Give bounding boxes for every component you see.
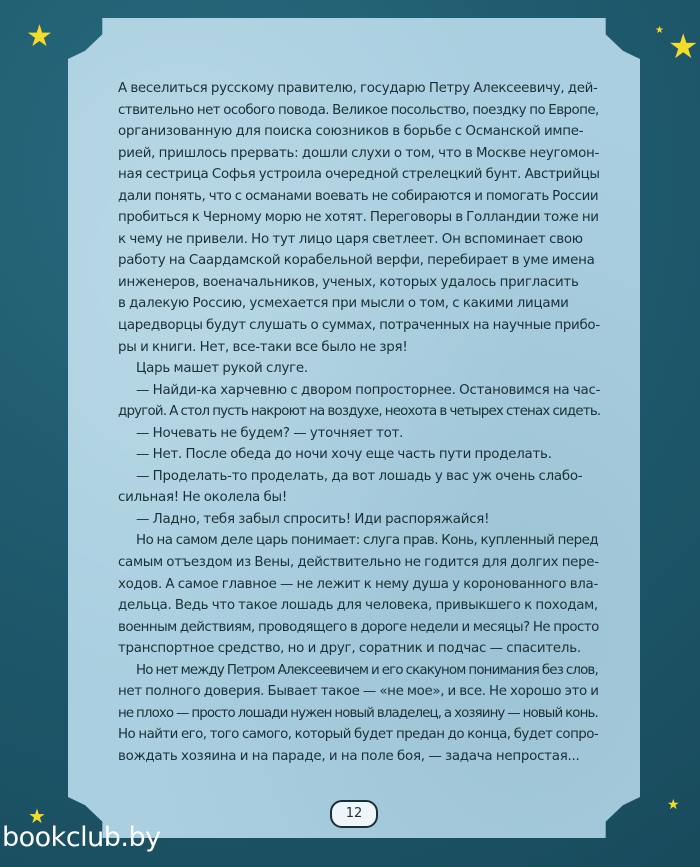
text-line: инженеров, военачальников, ученых, которых удалось пригласить bbox=[118, 274, 579, 290]
page-number: 12 bbox=[330, 800, 378, 828]
text-line: самым отъездом из Вены, действительно не годится для долгих пере- bbox=[118, 555, 599, 571]
text-line: работу на Саардамской корабельной верфи, перебирает в уме имена bbox=[118, 253, 595, 269]
text-line: — Найди-ка харчевню с двором попросторнее. Остановимся на час- bbox=[136, 382, 601, 398]
text-line: рией, пришлось прервать: дошли слухи о том, что в Москве неугомон- bbox=[118, 145, 600, 161]
text-line: царедворцы будут слушать о суммах, потраченных на научные прибо- bbox=[118, 318, 600, 334]
text-line: пробиться к Черному морю не хотят. Переговоры в Голландии тоже ни bbox=[118, 210, 599, 226]
text-line: другой. А стол пусть накроют на воздухе, неохота в четырех стенах сидеть. bbox=[118, 404, 601, 420]
text-line: вождать хозяина и на параде, и на поле боя, — задача непростая... bbox=[118, 748, 580, 764]
text-line: — Нет. После обеда до ночи хочу еще часть пути проделать. bbox=[136, 447, 552, 463]
text-line: ствительно нет особого повода. Великое посольство, поездку по Европе, bbox=[118, 102, 599, 118]
text-line: ходов. А самое главное — не лежит к нему душа у коронованного вла- bbox=[118, 576, 598, 592]
text-line: Но нет между Петром Алексеевичем и его скакуном понимания без слов, bbox=[136, 662, 598, 678]
star-icon: ★ bbox=[655, 25, 664, 36]
text-line: дали понять, что с османами воевать не собираются и помогать России bbox=[118, 188, 599, 204]
star-icon: ★ bbox=[26, 19, 53, 54]
body-text bbox=[118, 78, 600, 768]
text-line: нет полного доверия. Бывает такое — «не мое», и все. Не хорошо это и bbox=[118, 684, 599, 700]
text-line: дельца. Ведь что такое лошадь для человека, привыкшего к походам, bbox=[118, 598, 598, 614]
text-line: сильная! Не околела бы! bbox=[118, 490, 287, 506]
text-line: военным действиям, проводящего в дороге недели и месяцы? Не просто bbox=[118, 619, 599, 635]
star-icon: ★ bbox=[668, 27, 699, 67]
text-line: — Ладно, тебя забыл спросить! Иди распоряжайся! bbox=[136, 511, 490, 527]
text-line: ры и книги. Нет, все-таки все было не зря! bbox=[118, 339, 408, 355]
text-line: организованную для поиска союзников в борьбе с Османской импе- bbox=[118, 124, 584, 140]
text-line: А веселиться русскому правителю, государю Петру Алексеевичу, дей- bbox=[118, 81, 598, 96]
text-line: Царь машет рукой слуге. bbox=[136, 361, 308, 377]
text-line: в далекую Россию, усмехается при мысли о том, с какими лицами bbox=[118, 296, 569, 312]
text-line: транспортное средство, но и друг, соратник и подчас — спаситель. bbox=[118, 641, 581, 657]
text-line: ная сестрица Софья устроила очередной стрелецкий бунт. Австрийцы bbox=[118, 167, 600, 183]
watermark: bookclub.by bbox=[2, 822, 161, 853]
text-line: не плохо — просто лошади нужен новый владелец, а хозяину — новый конь. bbox=[118, 705, 598, 721]
text-line: Но на самом деле царь понимает: слуга прав. Конь, купленный перед bbox=[136, 533, 599, 549]
text-line: Но найти его, того самого, который будет предан до конца, будет сопро- bbox=[118, 727, 599, 743]
star-icon: ★ bbox=[667, 797, 680, 813]
star-icon: ★ bbox=[28, 804, 46, 828]
text-line: — Ночевать не будем? — уточняет тот. bbox=[136, 425, 404, 441]
text-line: — Проделать-то проделать, да вот лошадь у вас уж очень слабо- bbox=[136, 468, 583, 484]
text-line: к чему не привели. Но тут лицо царя светлеет. Он вспоминает свою bbox=[118, 231, 583, 247]
